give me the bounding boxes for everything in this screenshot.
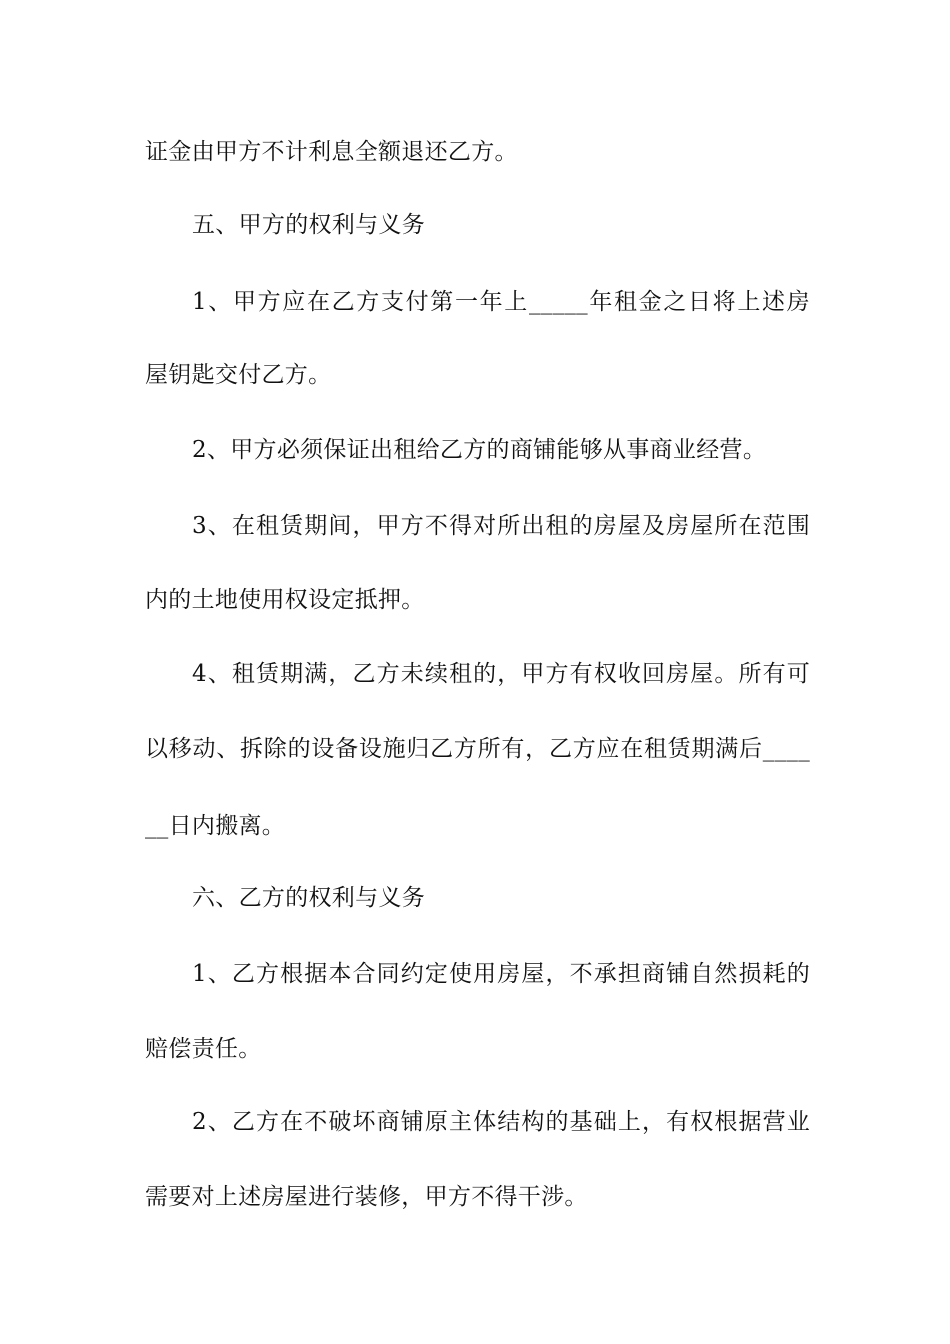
- section-heading: 五、甲方的权利与义务: [192, 212, 425, 238]
- section-heading: 六、乙方的权利与义务: [192, 885, 425, 911]
- paragraph-line: 需要对上述房屋进行装修，甲方不得干涉。: [145, 1184, 588, 1210]
- paragraph-line: 证金由甲方不计利息全额退还乙方。: [145, 139, 518, 165]
- paragraph-line: 以移动、拆除的设备设施归乙方所有，乙方应在租赁期满后____: [145, 736, 810, 762]
- paragraph-line: 内的土地使用权设定抵押。: [145, 587, 425, 613]
- paragraph-line: 屋钥匙交付乙方。: [145, 362, 332, 388]
- paragraph-line: 4、租赁期满，乙方未续租的，甲方有权收回房屋。所有可: [192, 661, 810, 687]
- paragraph-line: 1、甲方应在乙方支付第一年上_____年租金之日将上述房: [192, 289, 810, 315]
- paragraph-line: 2、甲方必须保证出租给乙方的商铺能够从事商业经营。: [192, 437, 767, 463]
- paragraph-line: __日内搬离。: [145, 813, 286, 839]
- paragraph-line: 2、乙方在不破坏商铺原主体结构的基础上，有权根据营业: [192, 1109, 810, 1135]
- paragraph-line: 1、乙方根据本合同约定使用房屋，不承担商铺自然损耗的: [192, 961, 810, 987]
- paragraph-line: 赔偿责任。: [145, 1036, 262, 1062]
- paragraph-line: 3、在租赁期间，甲方不得对所出租的房屋及房屋所在范围: [192, 513, 810, 539]
